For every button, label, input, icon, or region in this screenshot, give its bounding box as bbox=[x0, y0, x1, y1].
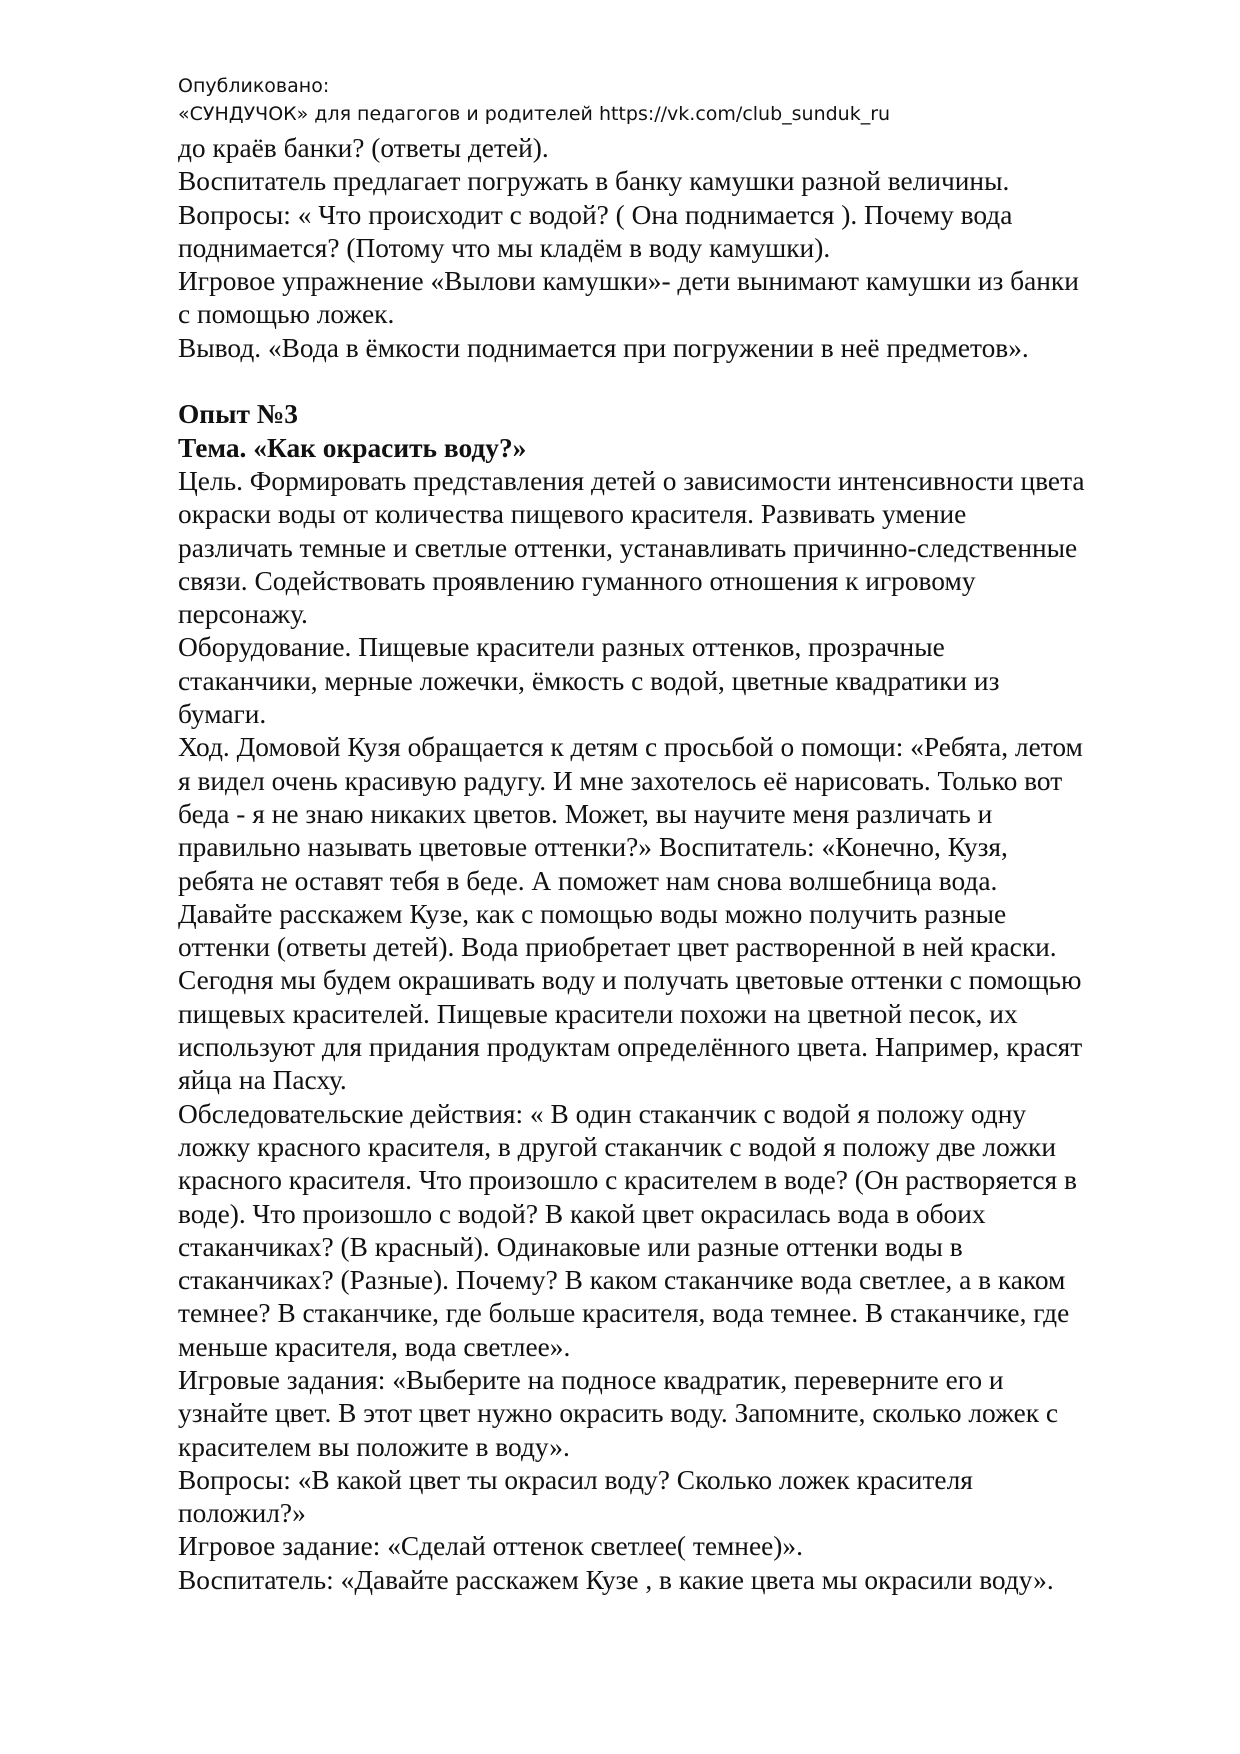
text-line: Воспитатель: «Давайте расскажем Кузе , в какие цвета мы окрасили воду». bbox=[178, 1564, 1054, 1595]
text-line: ребята не оставят тебя в беде. А поможет нам снова волшебница вода. bbox=[178, 865, 998, 896]
publication-header bbox=[178, 72, 1178, 128]
text-line: беда - я не знаю никаких цветов. Может, вы научите меня различать и bbox=[178, 798, 993, 829]
text-line: Цель. Формировать представления детей о зависимости интенсивности цвета bbox=[178, 465, 1085, 496]
text-line: поднимается? (Потому что мы кладём в воду камушки). bbox=[178, 232, 831, 263]
text-line: Оборудование. Пищевые красители разных оттенков, прозрачные bbox=[178, 632, 945, 663]
paragraph-gap bbox=[178, 365, 1163, 398]
text-line: Вопросы: « Что происходит с водой? ( Она поднимается ). Почему вода bbox=[178, 199, 1013, 230]
text-line: Давайте расскажем Кузе, как с помощью воды можно получить разные bbox=[178, 898, 1007, 929]
text-line: стаканчиках? (В красный). Одинаковые или разные оттенки воды в bbox=[178, 1231, 963, 1262]
text-line: меньше красителя, вода светлее». bbox=[178, 1331, 571, 1362]
text-line: Вывод. «Вода в ёмкости поднимается при погружении в неё предметов». bbox=[178, 332, 1029, 363]
text-line: бумаги. bbox=[178, 699, 267, 730]
text-line: узнайте цвет. В этот цвет нужно окрасить воду. Запомните, сколько ложек с bbox=[178, 1398, 1059, 1429]
publisher-line: «СУНДУЧОК» для педагогов и родителей https://vk.com/club_sunduk_ru bbox=[178, 103, 891, 125]
experiment-heading: Опыт №3 bbox=[178, 399, 298, 430]
text-line: Игровое упражнение «Вылови камушки»- дети вынимают камушки из банки bbox=[178, 266, 1079, 297]
topic-heading: Тема. «Как окрасить воду?» bbox=[178, 432, 527, 463]
text-line: Игровые задания: «Выберите на подносе квадратик, переверните его и bbox=[178, 1364, 1004, 1395]
text-line: темнее? В стаканчике, где больше красителя, вода темнее. В стаканчике, где bbox=[178, 1298, 1070, 1329]
text-line: воде). Что произошло с водой? В какой цвет окрасилась вода в обоих bbox=[178, 1198, 986, 1229]
text-line: Вопросы: «В какой цвет ты окрасил воду? Сколько ложек красителя bbox=[178, 1464, 973, 1495]
text-line: красителем вы положите в воду». bbox=[178, 1431, 570, 1462]
text-line: Ход. Домовой Кузя обращается к детям с просьбой о помощи: «Ребята, летом bbox=[178, 732, 1083, 763]
text-line: используют для придания продуктам определённого цвета. Например, красят bbox=[178, 1032, 1083, 1063]
text-line: пищевых красителей. Пищевые красители похожи на цветной песок, их bbox=[178, 998, 1018, 1029]
text-line: различать темные и светлые оттенки, устанавливать причинно-следственные bbox=[178, 532, 1078, 563]
text-line: положил?» bbox=[178, 1498, 306, 1529]
text-line: Воспитатель предлагает погружать в банку камушки разной величины. bbox=[178, 166, 1010, 197]
text-line: связи. Содействовать проявлению гуманного отношения к игровому bbox=[178, 565, 976, 596]
text-line: красного красителя. Что произошло с красителем в воде? (Он растворяется в bbox=[178, 1165, 1077, 1196]
text-line: Сегодня мы будем окрашивать воду и получать цветовые оттенки с помощью bbox=[178, 965, 1082, 996]
text-line: с помощью ложек. bbox=[178, 299, 395, 330]
text-line: до краёв банки? (ответы детей). bbox=[178, 133, 549, 163]
text-line: Обследовательские действия: « В один стаканчик с водой я положу одну bbox=[178, 1098, 1027, 1129]
text-line: персонажу. bbox=[178, 599, 308, 630]
text-line: ложку красного красителя, в другой стаканчик с водой я положу две ложки bbox=[178, 1131, 1056, 1162]
text-line: оттенки (ответы детей). Вода приобретает цвет растворенной в ней краски. bbox=[178, 932, 1057, 963]
text-line: стаканчики, мерные ложечки, ёмкость с водой, цветные квадратики из bbox=[178, 665, 1000, 696]
text-line: окраски воды от количества пищевого красителя. Развивать умение bbox=[178, 499, 967, 530]
text-line: я видел очень красивую радугу. И мне захотелось её нарисовать. Только вот bbox=[178, 765, 1063, 796]
text-line: яйца на Пасху. bbox=[178, 1065, 347, 1096]
text-line: Игровое задание: «Сделай оттенок светлее( темнее)». bbox=[178, 1531, 803, 1562]
text-line: правильно называть цветовые оттенки?» Воспитатель: «Конечно, Кузя, bbox=[178, 832, 1008, 863]
published-label: Опубликовано: bbox=[178, 75, 330, 97]
document-body bbox=[178, 132, 1163, 1597]
text-line: стаканчиках? (Разные). Почему? В каком стаканчике вода светлее, а в каком bbox=[178, 1265, 1066, 1296]
